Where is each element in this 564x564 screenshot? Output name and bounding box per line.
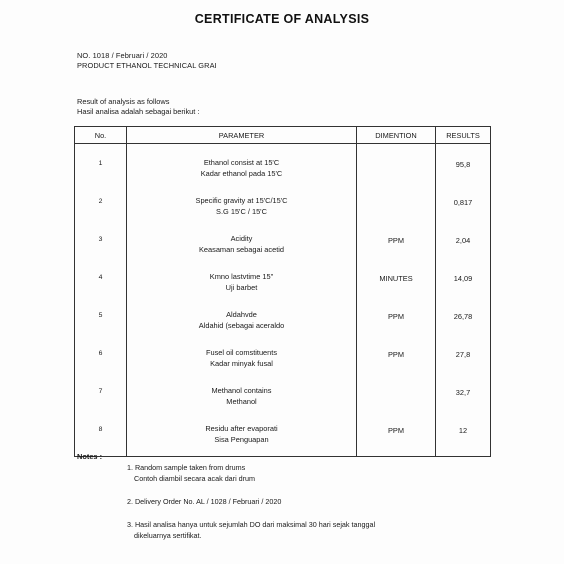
row-number: 7 <box>75 384 127 422</box>
row-number: 5 <box>75 308 127 346</box>
row-result: 12 <box>436 422 491 457</box>
note-3 <box>127 520 375 541</box>
note-3-line-1: 3. Hasil analisa hanya untuk sejumlah DO dari maksimal 30 hari sejak tanggal <box>127 520 376 529</box>
row-number: 4 <box>75 270 127 308</box>
intro-indonesian: Hasil analisa adalah sebagai berikut : <box>77 107 200 116</box>
parameter-english: Kmno lastvtime 15" <box>209 272 274 281</box>
table-row <box>75 156 491 194</box>
row-number: 8 <box>75 422 127 457</box>
parameter-indonesian: Aldahid (sebagai aceraldo <box>198 320 285 330</box>
row-result: 27,8 <box>436 346 491 384</box>
row-parameter <box>127 422 357 457</box>
parameter-english: Specific gravity at 15'C/15'C <box>195 196 288 205</box>
row-result: 0,817 <box>436 194 491 232</box>
row-dimention: PPM <box>357 422 436 457</box>
parameter-indonesian: Kadar minyak fusal <box>210 358 273 368</box>
product-name: PRODUCT ETHANOL TECHNICAL GRAI <box>77 61 217 70</box>
row-result: 14,09 <box>436 270 491 308</box>
table-row <box>75 422 491 457</box>
row-number: 2 <box>75 194 127 232</box>
row-parameter <box>127 384 357 422</box>
document-title: CERTIFICATE OF ANALYSIS <box>194 12 370 26</box>
row-dimention: MINUTES <box>357 270 436 308</box>
note-1-indonesian: Contoh diambil secara acak dari drum <box>134 473 256 483</box>
header-dimention: DIMENTION <box>357 127 436 144</box>
row-parameter <box>127 156 357 194</box>
row-dimention <box>357 156 436 194</box>
row-parameter <box>127 270 357 308</box>
row-number: 1 <box>75 156 127 194</box>
table-row <box>75 384 491 422</box>
parameter-english: Aldahvde <box>226 310 257 319</box>
row-parameter <box>127 346 357 384</box>
row-result: 95,8 <box>436 156 491 194</box>
parameter-english: Methanol contains <box>211 386 272 395</box>
note-3-line-2: dikeluarnya sertifikat. <box>134 530 202 540</box>
row-dimention <box>357 384 436 422</box>
parameter-indonesian: Keasaman sebagai acetid <box>198 244 285 254</box>
table-row <box>75 346 491 384</box>
table-spacer-row <box>75 144 491 157</box>
analysis-table <box>74 126 491 457</box>
note-1-english: 1. Random sample taken from drums <box>127 463 246 472</box>
table-row <box>75 270 491 308</box>
row-dimention: PPM <box>357 232 436 270</box>
table-row <box>75 232 491 270</box>
parameter-indonesian: Uji barbet <box>225 282 258 292</box>
parameter-english: Fusel oil comstituents <box>205 348 278 357</box>
table-row <box>75 194 491 232</box>
row-dimention: PPM <box>357 308 436 346</box>
certificate-number: NO. 1018 / Februari / 2020 <box>77 51 168 60</box>
header-results: RESULTS <box>436 127 491 144</box>
parameter-indonesian: Methanol <box>226 396 257 406</box>
parameter-english: Residu after evaporati <box>205 424 278 433</box>
row-result: 26,78 <box>436 308 491 346</box>
table-header-row <box>75 127 491 144</box>
header-no: No. <box>75 127 127 144</box>
row-result: 32,7 <box>436 384 491 422</box>
parameter-english: Acidity <box>230 234 253 243</box>
header-parameter: PARAMETER <box>127 127 357 144</box>
note-1 <box>127 463 255 484</box>
row-parameter <box>127 232 357 270</box>
table-row <box>75 308 491 346</box>
row-dimention <box>357 194 436 232</box>
row-result: 2,04 <box>436 232 491 270</box>
parameter-indonesian: S.G 15'C / 15'C <box>216 206 267 216</box>
note-2: 2. Delivery Order No. AL / 1028 / Februari / 2020 <box>127 497 282 506</box>
table-body <box>75 144 491 457</box>
row-parameter <box>127 194 357 232</box>
parameter-indonesian: Sisa Penguapan <box>214 434 269 444</box>
parameter-english: Ethanol consist at 15'C <box>203 158 280 167</box>
intro-english: Result of analysis as follows <box>77 97 170 106</box>
row-parameter <box>127 308 357 346</box>
parameter-indonesian: Kadar ethanol pada 15'C <box>200 168 283 178</box>
row-dimention: PPM <box>357 346 436 384</box>
row-number: 3 <box>75 232 127 270</box>
notes-heading: Notes : <box>77 452 103 461</box>
row-number: 6 <box>75 346 127 384</box>
